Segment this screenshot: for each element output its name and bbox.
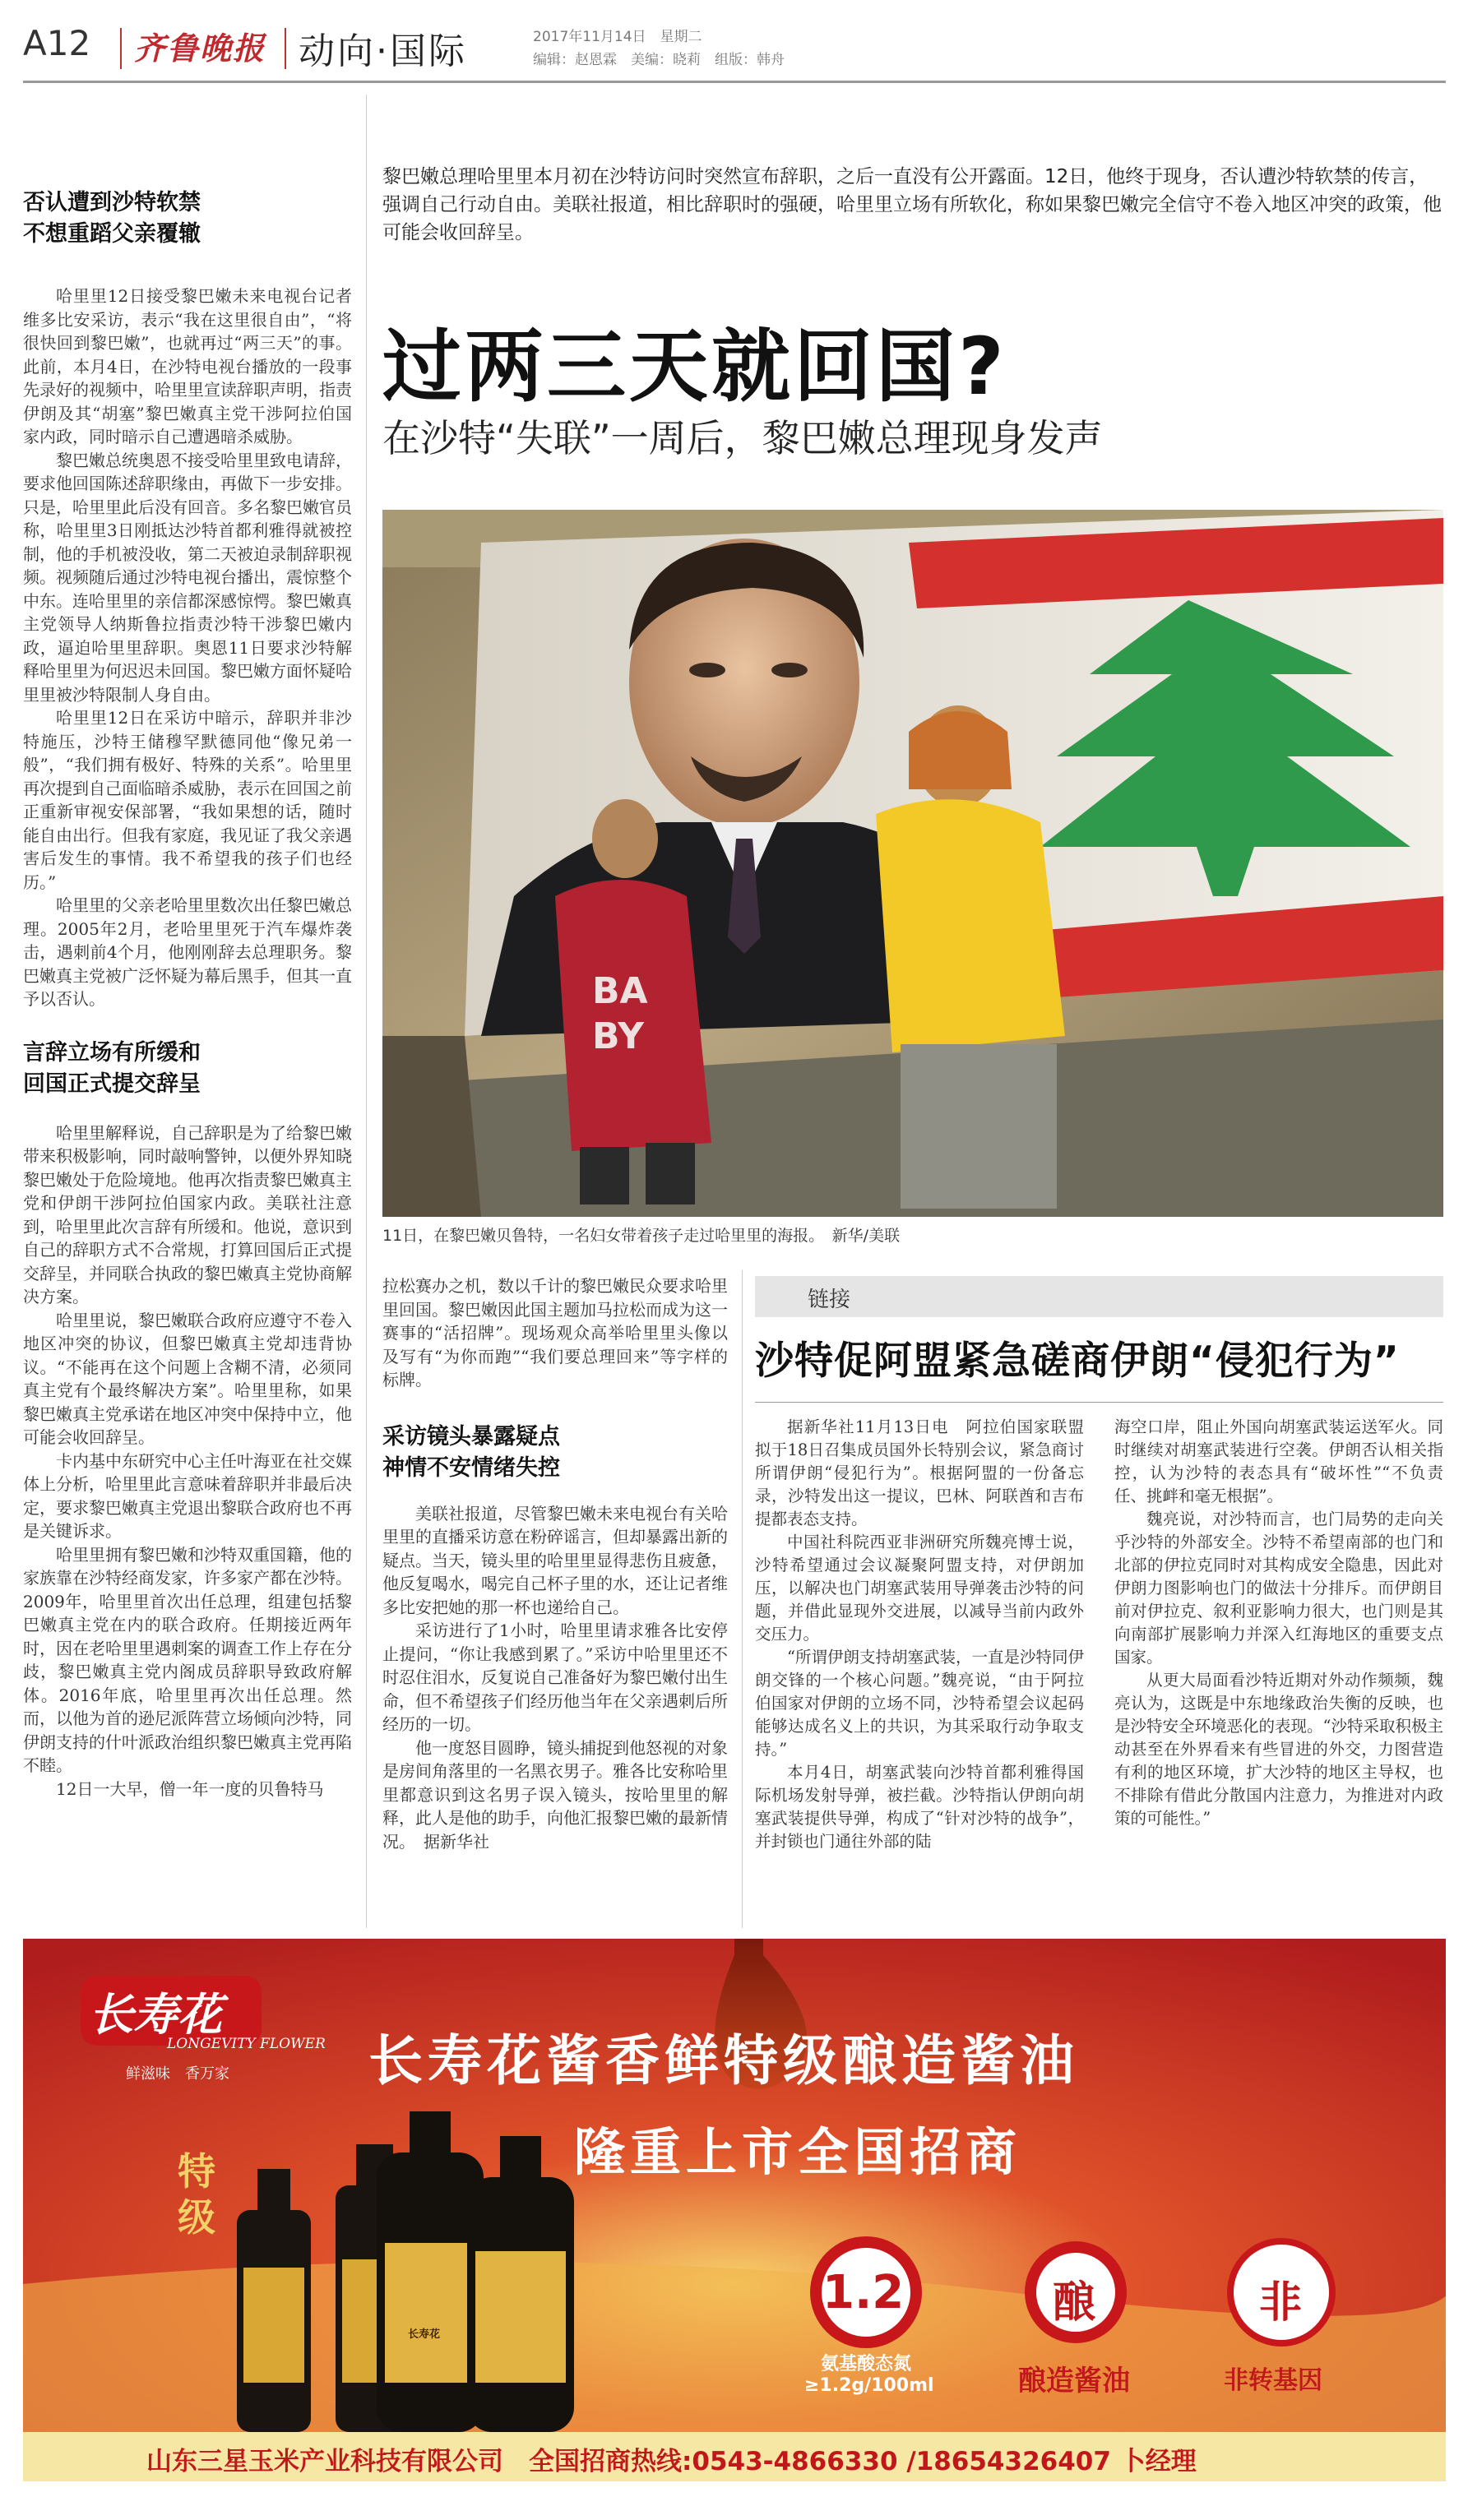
ad-subtitle: 隆重上市全国招商 bbox=[574, 2122, 1022, 2182]
paragraph: 哈里里解释说，自己辞职是为了给黎巴嫩带来积极影响，同时敲响警钟，以便外界知晓黎巴嫩处于危险境地。他再次指责黎巴嫩真主党和伊朗干涉阿拉伯国家内政。美联社注意到，哈里里此次言辞有所缓和。他说，意识到自己的辞职方式不合常规，打算回国后正式提交辞呈，并同联合执政的黎巴嫩真主党协商解决方案。 bbox=[23, 1122, 352, 1306]
subhead-2: 言辞立场有所缓和 回国正式提交辞呈 bbox=[23, 1039, 201, 1097]
link-headline: 沙特促阿盟紧急磋商伊朗“侵犯行为” bbox=[755, 1339, 1400, 1384]
badge-brew-icon: 酿 bbox=[1053, 2278, 1096, 2328]
paragraph: 美联社报道，尽管黎巴嫩未来电视台有关哈里里的直播采访意在粉碎谣言，但却暴露出新的疑点。当天，镜头里的哈里里显得悲伤且疲惫，他反复喝水，喝完自己杯子里的水，还让记者维多比安把她的那一杯也递给自己。 bbox=[382, 1503, 728, 1617]
link-tag bbox=[755, 1276, 1443, 1317]
link-tag-label: 链接 bbox=[808, 1288, 851, 1312]
divider bbox=[755, 1402, 1443, 1403]
photo-caption: 11日，在黎巴嫩贝鲁特，一名妇女带着孩子走过哈里里的海报。 新华/美联 bbox=[382, 1227, 901, 1245]
bottle-label: 长寿花 bbox=[408, 2328, 441, 2341]
column-rule bbox=[366, 95, 367, 1928]
badge-brew-label: 酿造酱油 bbox=[1018, 2365, 1130, 2397]
paragraph: 拉松赛办之机，数以千计的黎巴嫩民众要求哈里里回国。黎巴嫩因此国主题加马拉松而成为这一赛事的“活招牌”。现场观众高举哈里里头像以及写有“为你而跑”“我们要总理回来”等字样的标牌。 bbox=[382, 1276, 728, 1389]
news-photo bbox=[382, 510, 1443, 1217]
shirt-text: BA bbox=[592, 970, 648, 1012]
photo-scene bbox=[382, 510, 1443, 1217]
ad-contact: 山东三星玉米产业科技有限公司 全国招商热线:0543-4866330 /18654326407 卜经理 bbox=[146, 2447, 1197, 2476]
ad-title: 长寿花酱香鲜特级酿造酱油 bbox=[368, 2029, 1079, 2092]
page-number: A12 bbox=[23, 23, 91, 63]
column-rule bbox=[742, 1270, 743, 1928]
badge-nongmo-icon: 非 bbox=[1259, 2278, 1303, 2328]
paragraph: 哈里里的父亲老哈里里数次出任黎巴嫩总理。2005年2月，老哈里里死于汽车爆炸袭击，遇刺前4个月，他刚刚辞去总理职务。黎巴嫩真主党被广泛怀疑为幕后黑手，但其一直予以否认。 bbox=[23, 895, 352, 1009]
lead-paragraph: 黎巴嫩总理哈里里本月初在沙特访问时突然宣布辞职，之后一直没有公开露面。12日，他终于现身，否认遭沙特软禁的传言，强调自己行动自由。美联社报道，相比辞职时的强硬，哈里里立场有所软化，称如果黎巴嫩完全信守不卷入地区冲突的政策，他可能会收回辞呈。 bbox=[382, 166, 1442, 243]
mid-column bbox=[382, 1274, 728, 1932]
advertisement bbox=[23, 1939, 1446, 2481]
section-title: 动向·国际 bbox=[299, 30, 467, 72]
ad-footer bbox=[23, 2432, 1446, 2481]
paragraph: 据新华社11月13日电 阿拉伯国家联盟拟于18日召集成员国外长特别会议，紧急商讨所谓伊朗“侵犯行为”。根据阿盟的一份备忘录，沙特发出这一提议，巴林、阿联酋和吉布提都表态支持。 bbox=[755, 1417, 1084, 1528]
paragraph: 卡内基中东研究中心主任叶海亚在社交媒体上分析，哈里里此言意味着辞职并非最后决定，要求黎巴嫩真主党退出黎联合政府也不再是关键诉求。 bbox=[23, 1450, 352, 1541]
newspaper-logo: 齐鲁晚报 bbox=[134, 30, 266, 67]
subhead-1: 否认遭到沙特软禁 不想重蹈父亲覆辙 bbox=[23, 190, 201, 247]
paragraph: 中国社科院西亚非洲研究所魏亮博士说，沙特希望通过会议凝聚阿盟支持，对伊朗加压，以解决也门胡塞武装用导弹袭击沙特的问题，并借此显现外交进展，以减导当前内政外交压力。 bbox=[755, 1533, 1084, 1644]
left-column bbox=[23, 187, 352, 1930]
subheadline: 在沙特“失联”一周后，黎巴嫩总理现身发声 bbox=[382, 416, 1103, 460]
shirt-text: BY bbox=[592, 1015, 644, 1057]
paragraph: 海空口岸，阻止外国向胡塞武装运送军火。同时继续对胡塞武装进行空袭。伊朗否认相关指控，认为沙特的表态具有“破坏性”“不负责任、挑衅和毫无根据”。 bbox=[1114, 1417, 1443, 1505]
ad-background bbox=[23, 1939, 1446, 2432]
badge-nongmo-label: 非转基因 bbox=[1224, 2366, 1322, 2395]
paragraph: 从更大局面看沙特近期对外动作频频，魏亮认为，这既是中东地缘政治失衡的反映，也是沙特安全环境恶化的表现。“沙特采取积极主动甚至在外界看来有些冒进的外交，力图营造有利的地区环境，扩大沙特的地区主导权，也不排除有借此分散国内注意力，为推进对内政策的可能性。” bbox=[1114, 1671, 1443, 1828]
paragraph: 哈里里说，黎巴嫩联合政府应遵守不卷入地区冲突的协议，但黎巴嫩真主党却违背协议。“不能再在这个问题上含糊不清，必须同真主党有个最终解决方案”。哈里里称，如果黎巴嫩真主党承诺在地区冲突中保持中立，他可能会收回辞呈。 bbox=[23, 1310, 352, 1447]
masthead bbox=[23, 20, 1446, 77]
ad-brand-logo: 长寿花 bbox=[89, 1989, 222, 2041]
badge-nitrogen-label: 氨基酸态氮 ≥1.2g/100ml bbox=[804, 2354, 934, 2396]
paragraph: 采访进行了1小时，哈里里请求雅各比安停止提问，“你让我感到累了。”采访中哈里里还不时忍住泪水，反复说自己准备好为黎巴嫩付出生命，但不希望孩子们经历他当年在父亲遇刺后所经历的一切。 bbox=[382, 1621, 728, 1734]
subhead-3: 采访镜头暴露疑点 神情不安情绪失控 bbox=[382, 1423, 560, 1481]
paragraph: 他一度怒目圆睁，镜头捕捉到他怒视的对象是房间角落里的一名黑衣男子。雅各比安称哈里里都意识到这名男子误入镜头，按哈里里的解释，此人是他的助手，向他汇报黎巴嫩的最新情况。 据新华社 bbox=[382, 1737, 728, 1852]
paragraph: 12日一大早，僧一年一度的贝鲁特马 bbox=[56, 1778, 324, 1799]
paragraph: 哈里里12日在采访中暗示，辞职并非沙特施压，沙特王储穆罕默德同他“像兄弟一般”，“我们拥有极好、特殊的关系”。哈里里再次提到自己面临暗杀威胁，表示在回国之前正重新审视安保部署，“我如果想的话，随时能自由出行。但我有家庭，我见证了我父亲遇害后发生的事情。我不希望我的孩子们也经历。” bbox=[23, 708, 352, 892]
paragraph: 魏亮说，对沙特而言，也门局势的走向关乎沙特的外部安全。沙特不希望南部的也门和北部的伊拉克同时对其构成安全隐患，因此对伊朗力图影响也门的做法十分排斥。而伊朗目前对伊拉克、叙利亚影响力很大，也门则是其向南部扩展影响力并深入红海地区的重要支点国家。 bbox=[1114, 1510, 1443, 1667]
editors-line: 编辑：赵恩霖 美编：晓莉 组版：韩舟 bbox=[533, 52, 785, 68]
paragraph: 哈里里拥有黎巴嫩和沙特双重国籍，他的家族靠在沙特经商发家，许多家产都在沙特。2009年，哈里里首次出任总理，组建包括黎巴嫩真主党在内的联合政府。任期接近两年时，因在老哈里里遇刺案的调查工作上存在分歧，黎巴嫩真主党内阁成员辞职导致政府解体。2016年底，哈里里再次出任总理。然而，以他为首的逊尼派阵营立场倾向沙特，同伊朗支持的什叶派政治组织黎巴嫩真主党再陷不睦。 bbox=[23, 1544, 352, 1775]
headline: 过两三天就回国? bbox=[382, 321, 1007, 413]
paragraph: “所谓伊朗支持胡塞武装，一直是沙特同伊朗交锋的一个核心问题。”魏亮说，“由于阿拉伯国家对伊朗的立场不同，沙特希望会议起码能够达成名义上的共识，为其采取行动争取支持。” bbox=[755, 1648, 1084, 1759]
paragraph: 本月4日，胡塞武装向沙特首都利雅得国际机场发射导弹，被拦截。沙特指认伊朗向胡塞武装提供导弹，构成了“针对沙特的战争”，并封锁也门通往外部的陆 bbox=[755, 1763, 1084, 1851]
masthead-rule bbox=[23, 81, 1446, 83]
divider bbox=[285, 28, 286, 69]
ad-slogan: 鲜滋味 香万家 bbox=[126, 2065, 229, 2083]
paragraph: 哈里里12日接受黎巴嫩未来电视台记者维多比安采访，表示“我在这里很自由”，“将很快回到黎巴嫩”，也就再过“两三天”的事。此前，本月4日，在沙特电视台播放的一段事先录好的视频中，哈里里宣读辞职声明，指责伊朗及其“胡塞”黎巴嫩真主党干涉阿拉伯国家内政，同时暗示自己遭遇暗杀威胁。 bbox=[23, 286, 352, 446]
divider bbox=[120, 28, 122, 69]
date-line: 2017年11月14日 星期二 bbox=[533, 29, 702, 45]
paragraph: 黎巴嫩总统奥恩不接受哈里里致电请辞，要求他回国陈述辞职缘由，再做下一步安排。只是，哈里里此后没有回音。多名黎巴嫩官员称，哈里里3日刚抵达沙特首都利雅得就被控制，他的手机被没收，第二天被迫录制辞职视频。视频随后通过沙特电视台播出，震惊整个中东。连哈里里的亲信都深感惊愕。黎巴嫩真主党领导人纳斯鲁拉指责沙特干涉黎巴嫩内政，逼迫哈里里辞职。奥恩11日要求沙特解释哈里里为何迟迟未回国。黎巴嫩方面怀疑哈里里被沙特限制人身自由。 bbox=[23, 450, 352, 705]
link-column-2 bbox=[1114, 1416, 1443, 1926]
badge-nitrogen-value: 1.2 bbox=[822, 2266, 905, 2319]
link-column-1 bbox=[755, 1416, 1084, 1926]
ad-brand-en: LONGEVITY FLOWER bbox=[167, 2036, 326, 2052]
ad-grade: 特级 bbox=[178, 2149, 215, 2240]
